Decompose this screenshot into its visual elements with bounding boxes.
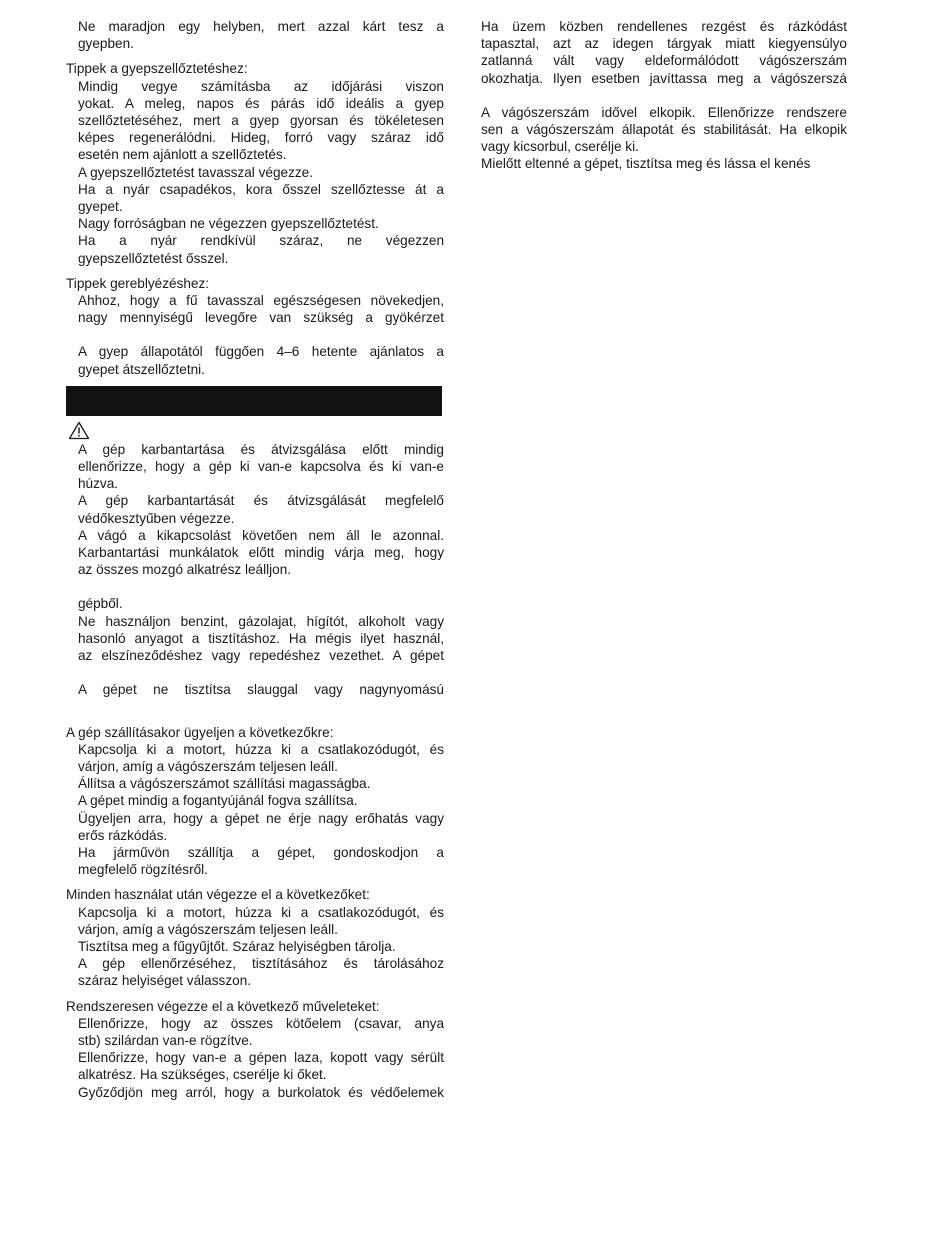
spacer [66,267,444,275]
text-line: megfelelő rögzítésről. [78,862,208,878]
spacer [66,878,444,886]
spacer [66,52,444,60]
text-line: száraz helyiséget válasszon. [78,973,252,989]
text-line: sen a vágószerszám állapotát és stabilitását. Ha elkopik [481,122,847,138]
text-line: A gép karbantartását és átvizsgálását megfelelő [78,493,444,509]
text-line: Karbantartási munkálatok előtt mindig várja meg, hogy [78,545,444,561]
text-line: Kapcsolja ki a motort, húzza ki a csatlakozódugót, és [78,741,444,757]
text-line: stb) szilárdan van-e rögzítve. [78,1032,253,1048]
warning-row [66,421,444,441]
text-line: zatlanná vált vagy eldeformálódott vágószerszám [481,53,847,69]
text-line: Rendszeresen végezze el a következő műveleteket: [66,998,380,1014]
text-line: Ha a nyár csapadékos, kora ősszel szellőztesse át a [78,181,444,197]
text-line: gyepben. [78,36,134,52]
text-line: gépből. [78,596,123,612]
text-line: nagy mennyiségű levegőre van szükség a gyökérzet [78,310,444,326]
text-line: Ahhoz, hogy a fű tavasszal egészségesen növekedjen, [78,293,444,309]
section-header-bar [66,386,442,416]
text-line: az összes mozgó alkatrész leálljon. [78,562,292,578]
text-line: Ügyeljen arra, hogy a gépet ne érje nagy erőhatás vagy [78,810,444,826]
text-line: várjon, amíg a vágószerszám teljesen leáll. [78,758,338,774]
text-line: A gép karbantartása és átvizsgálása előtt mindig [78,441,444,457]
text-line: tapasztal, azt az idegen tárgyak miatt kiegyensúlyo [481,36,847,52]
text-line: esetén nem ajánlott a szellőztetés. [78,147,287,163]
text-line: Állítsa a vágószerszámot szállítási magasságba. [78,776,371,792]
text-line: erős rázkódás. [78,827,168,843]
text-line: Kapcsolja ki a motort, húzza ki a csatlakozódugót, és [78,904,444,920]
text-line: gyepszellőztetést ősszel. [78,250,229,266]
text-line: hasonló anyagot a tisztításhoz. Ha mégis ilyet használ, [78,630,444,646]
text-line: yokat. A meleg, napos és párás idő ideális a gyep [78,95,444,111]
text-line: szellőztetéséhez, mert a gyep gyorsan és tökéletesen [78,113,444,129]
text-line: Ellenőrizze, hogy van-e a gépen laza, kopott vagy sérült [78,1050,444,1066]
text-line: védőkesztyűben végezze. [78,510,235,526]
spacer [66,699,444,716]
text-line: az elszíneződéshez vagy repedéshez vezethet. A gépet [78,648,444,664]
text-line: képes regenerálódni. Hideg, forró vagy száraz idő [78,130,444,146]
warning-triangle-icon [68,421,90,440]
text-line: Nagy forróságban ne végezzen gyepszellőztetést. [78,216,379,232]
text-line: A vágószerszám idővel elkopik. Ellenőrizze rendszere [481,104,847,120]
text-line: Tippek gereblyézéshez: [66,275,210,291]
text-line: Tisztítsa meg a fűgyűjtőt. Száraz helyiségben tárolja. [78,938,396,954]
text-line: ellenőrizze, hogy a gép ki van-e kapcsolva és ki van-e [78,459,444,475]
spacer [66,578,444,595]
right-column [481,18,847,173]
text-line: okozhatja. Ilyen esetben javíttassa meg a vágószerszá [481,70,847,86]
text-line: A gépet ne tisztítsa slauggal vagy nagynyomású [78,682,444,698]
text-line: vagy kicsorbul, cserélje ki. [481,139,639,155]
text-line: A gép szállításakor ügyeljen a következőkre: [66,724,334,740]
text-line: Tippek a gyepszellőztetéshez: [66,61,248,77]
spacer [66,990,444,998]
text-line: Ha a nyár rendkívül száraz, ne végezzen [78,233,444,249]
spacer [66,716,444,724]
spacer [481,87,847,104]
text-line: Ne maradjon egy helyben, mert azzal kárt tesz a [78,19,444,34]
text-line: Győződjön meg arról, hogy a burkolatok és védőelemek [78,1084,444,1100]
text-line: várjon, amíg a vágószerszám teljesen leáll. [78,921,338,937]
text-line: Ne használjon benzint, gázolajat, hígítót, alkoholt vagy [78,613,444,629]
text-line: gyepet. [78,199,123,215]
text-line: húzva. [78,476,119,492]
text-line: Ha üzem közben rendellenes rezgést és rázkódást [481,19,847,34]
text-line: Ha járművön szállítja a gépet, gondoskodjon a [78,844,444,860]
text-line: A gyepszellőztetést tavasszal végezze. [78,164,313,180]
text-line: Mielőtt eltenné a gépet, tisztítsa meg és lássa el kenés [481,156,811,172]
text-line: A vágó a kikapcsolást követően nem áll le azonnal. [78,527,444,543]
text-line: alkatrész. Ha szükséges, cserélje ki őket. [78,1067,327,1083]
spacer [66,326,444,343]
text-line: A gép ellenőrzéséhez, tisztításához és tárolásához [78,956,444,972]
text-line: gyepet átszellőztetni. [78,361,205,377]
left-column [66,18,444,1101]
spacer [66,664,444,681]
text-line: A gyep állapotától függően 4–6 hetente ajánlatos a [78,344,444,360]
text-line: Mindig vegye számításba az időjárási viszon [78,78,444,94]
text-line: Ellenőrizze, hogy az összes kötőelem (csavar, anya [78,1015,444,1031]
text-line: Minden használat után végezze el a következőket: [66,887,370,903]
text-line: A gépet mindig a fogantyújánál fogva szállítsa. [78,793,358,809]
